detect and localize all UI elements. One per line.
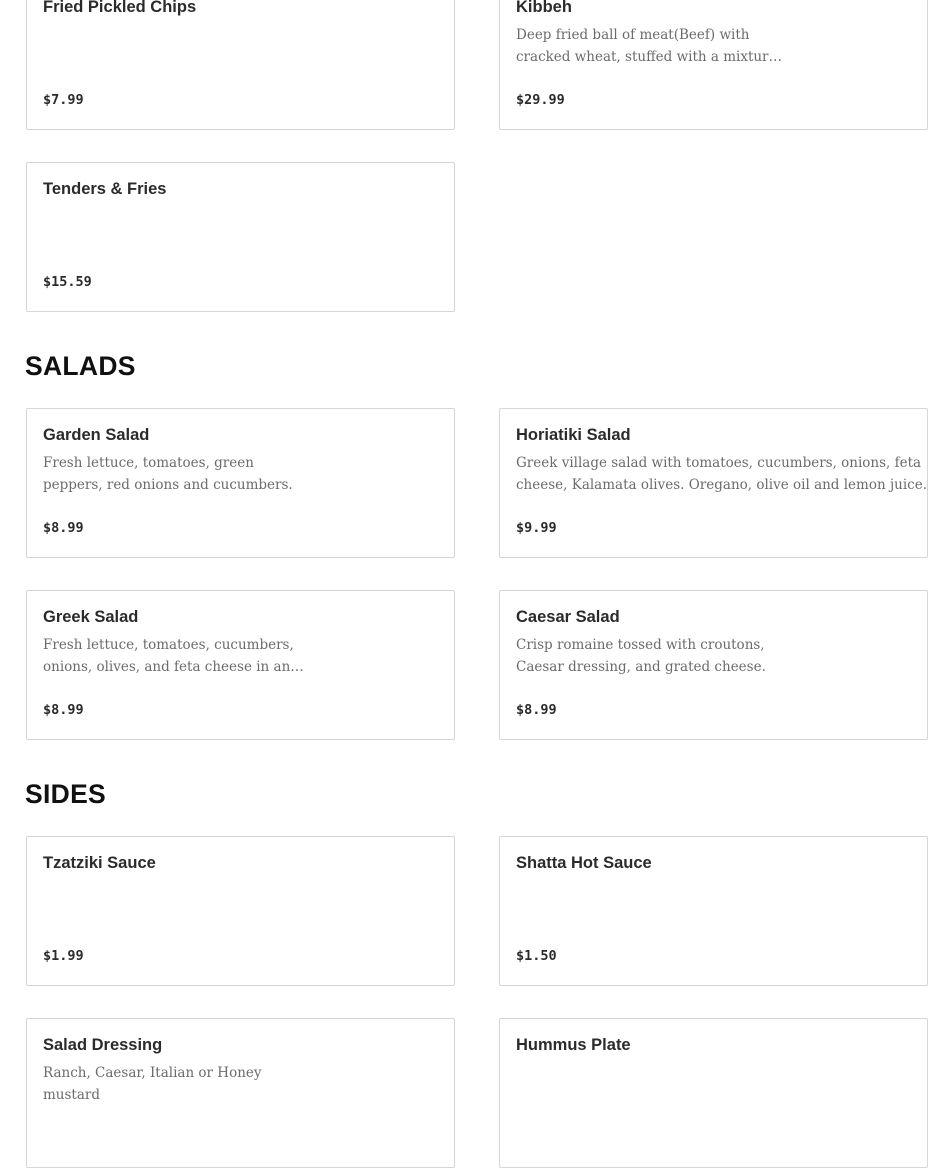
menu-item-card[interactable] [499, 1018, 928, 1168]
menu-item-name: Greek Salad [43, 608, 139, 626]
menu-item-price: $29.99 [516, 92, 565, 108]
menu-item-price: $8.99 [516, 702, 557, 718]
menu-item-description [43, 634, 304, 678]
menu-item-name: Salad Dressing [43, 1036, 163, 1054]
description-line: cheese, Kalamata olives. Oregano, olive oil and lemon juice. [516, 477, 928, 493]
description-line: Fresh lettuce, tomatoes, cucumbers, [43, 637, 294, 653]
menu-item-description [43, 452, 293, 496]
description-line: onions, olives, and feta cheese in an… [43, 659, 304, 675]
menu-item-name: Caesar Salad [516, 608, 620, 626]
description-line: mustard [43, 1087, 100, 1103]
menu-item-name: Tenders & Fries [43, 180, 167, 198]
description-line: Crisp romaine tossed with croutons, [516, 637, 765, 653]
menu-item-card[interactable] [26, 0, 455, 130]
menu-item-price: $1.99 [43, 948, 84, 964]
menu-item-name: Shatta Hot Sauce [516, 854, 652, 872]
description-line: peppers, red onions and cucumbers. [43, 477, 293, 493]
description-line: Greek village salad with tomatoes, cucumbers, onions, feta [516, 455, 922, 471]
menu-item-price: $15.59 [43, 274, 92, 290]
menu-item-card[interactable] [499, 408, 928, 558]
description-line: cracked wheat, stuffed with a mixtur… [516, 49, 783, 65]
section-heading-sides: SIDES [25, 779, 107, 809]
menu-item-description [516, 452, 927, 496]
menu-item-card[interactable] [499, 590, 928, 740]
menu-item-name: Kibbeh [516, 0, 572, 16]
menu-item-price: $7.99 [43, 92, 84, 108]
menu-item-name: Fried Pickled Chips [43, 0, 197, 16]
menu-item-name: Hummus Plate [516, 1036, 631, 1054]
menu-item-card[interactable] [26, 408, 455, 558]
menu-item-card[interactable] [26, 162, 455, 312]
menu-item-description [516, 24, 782, 68]
description-line: Caesar dressing, and grated cheese. [516, 659, 766, 675]
menu-item-card[interactable] [499, 0, 928, 130]
description-line: Deep fried ball of meat(Beef) with [516, 27, 750, 43]
menu-item-card[interactable] [26, 836, 455, 986]
menu-item-card[interactable] [26, 1018, 455, 1168]
menu-item-description [43, 1062, 262, 1106]
menu-item-card[interactable] [26, 590, 455, 740]
menu-item-price: $9.99 [516, 520, 557, 536]
menu-item-price: $8.99 [43, 520, 84, 536]
menu-item-card[interactable] [499, 836, 928, 986]
menu-item-price: $1.50 [516, 948, 557, 964]
description-line: Fresh lettuce, tomatoes, green [43, 455, 254, 471]
menu-item-description [516, 634, 766, 678]
menu-item-price: $8.99 [43, 702, 84, 718]
section-heading-salads: SALADS [25, 351, 136, 381]
description-line: Ranch, Caesar, Italian or Honey [43, 1065, 262, 1081]
menu-item-name: Garden Salad [43, 426, 150, 444]
menu-item-name: Tzatziki Sauce [43, 854, 156, 872]
menu-item-name: Horiatiki Salad [516, 426, 631, 444]
